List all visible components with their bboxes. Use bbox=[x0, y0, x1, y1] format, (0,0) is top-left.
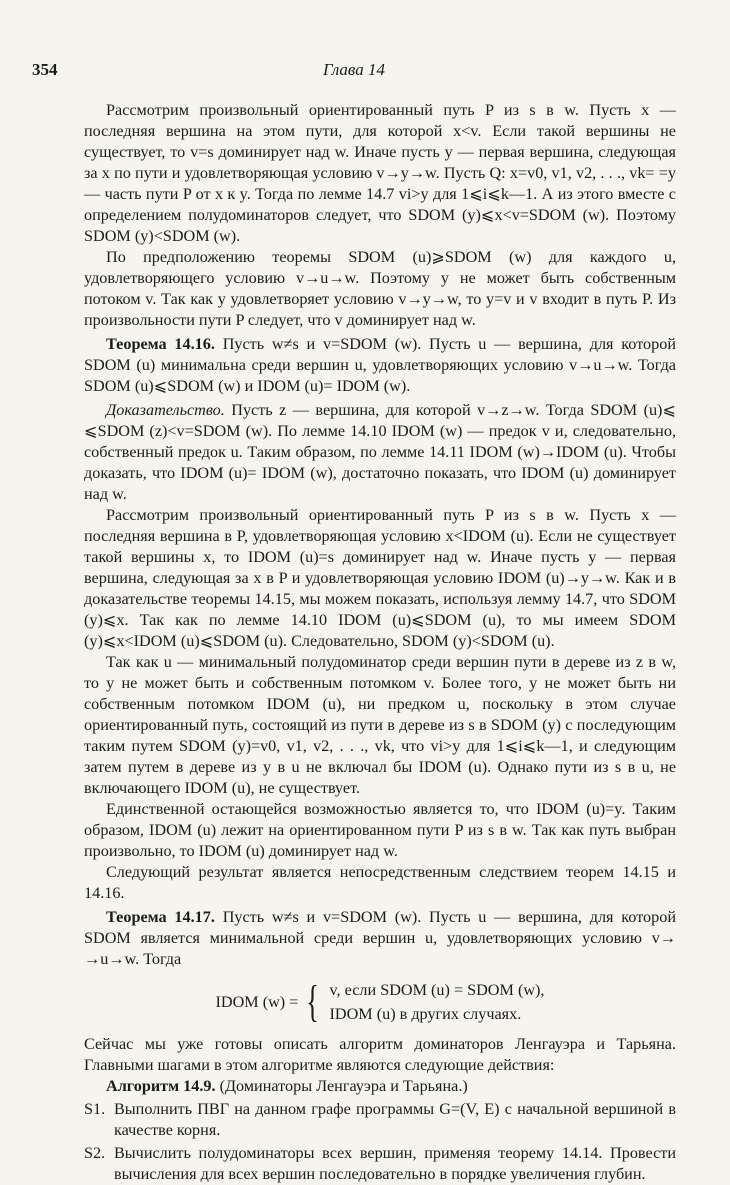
algorithm-14-9 bbox=[84, 1076, 676, 1097]
paragraph-assumption: По предположению теоремы SDOM (u)⩾SDOM (w) для каждого u, удовлетворяющего условию v→u→w. Поэтому y не может быть собственным потоком v. Так как y удовлетворяет условию v→y→w, то y=v и v входит в путь P. Из произвольности пути P следует, что v доминирует над w. bbox=[84, 248, 676, 329]
step-s1 bbox=[84, 1099, 676, 1141]
chapter-title: Глава 14 bbox=[323, 60, 385, 79]
formula-case-1: v, если SDOM (u) = SDOM (w), bbox=[329, 981, 545, 999]
theorem-14-16 bbox=[84, 334, 676, 397]
formula-brace: { bbox=[306, 977, 320, 1026]
paragraph-minimal: Так как u — минимальный полудоминатор среди вершин пути в дереве из z в w, то y не может быть и собственным потомком v. Более того, y не может быть ни собственным потомком IDOM (u), ни предком u, поскольку в этом случае ориентированный путь, состоящий из пути в дереве из s в SDOM (y) с последующим таким путем SDOM (y)=v0, v1, v2, . . ., vk, что vi>y для 1⩽i⩽k—1, и следующим затем путем в дереве из y в u не включал бы IDOM (u). Однако пути из s в u, не включающего IDOM (u), не существует. bbox=[84, 653, 676, 797]
body-text bbox=[84, 100, 676, 1185]
running-head bbox=[32, 60, 676, 84]
proof-label: Доказательство. bbox=[106, 401, 225, 419]
theorem-14-17 bbox=[84, 907, 676, 970]
step-label: S2. bbox=[84, 1144, 106, 1162]
proof-text: Пусть z — вершина, для которой v→z→w. Тогда SDOM (u)⩽ ⩽SDOM (z)<v=SDOM (w). По лемме 14.10 IDOM (w) — предок v и, следовательно, собственный предок u. Таким образом, по лемме 14.11 IDOM (w)→IDOM (u). Чтобы доказать, что IDOM (u)= IDOM (w), достаточно показать, что IDOM (u) доминирует над w. bbox=[84, 401, 677, 503]
step-s2 bbox=[84, 1143, 676, 1185]
paragraph-algorithm-intro: Сейчас мы уже готовы описать алгоритм доминаторов Ленгауэра и Тарьяна. Главными шагами в этом алгоритме являются следующие действия: bbox=[84, 1035, 676, 1074]
theorem-14-16-label: Теорема 14.16. bbox=[106, 335, 215, 353]
paragraph-path-x: Рассмотрим произвольный ориентированный путь P из s в w. Пусть x — последняя вершина на этом пути, для которой x<v. Если такой вершины не существует, то v=s доминирует над w. Иначе пусть y — первая вершина, следующая за x по пути и удовлетворяющая условию v→y→w. Пусть Q: x=v0, v1, v2, . . ., vk= =y — часть пути P от x к y. Тогда по лемме 14.7 vi>y для 1⩽i⩽k—1. А из этого вместе с определением полудоминаторов следует, что SDOM (y)⩽x<v=SDOM (w). Поэтому SDOM (y)<SDOM (w). bbox=[84, 101, 676, 245]
step-text: Выполнить ПВГ на данном графе программы G=(V, E) с начальной вершиной в качестве корня. bbox=[114, 1100, 676, 1139]
theorem-14-17-text: Пусть w≠s и v=SDOM (w). Пусть u — вершина, для которой SDOM является минимальной среди вершин u, удовлетворяющих условию v→ →u→w. Тогда bbox=[84, 908, 676, 968]
formula-cases bbox=[330, 978, 545, 1026]
page-number: 354 bbox=[32, 60, 58, 79]
proof bbox=[84, 400, 676, 505]
paragraph-corollary: Следующий результат является непосредственным следствием теорем 14.15 и 14.16. bbox=[84, 863, 676, 902]
formula-case-2: IDOM (u) в других случаях. bbox=[329, 1005, 522, 1023]
step-label: S1. bbox=[84, 1100, 106, 1118]
paragraph-conclusion: Единственной остающейся возможностью является то, что IDOM (u)=y. Таким образом, IDOM (u) лежит на ориентированном пути P из s в w. Так как путь выбран произвольно, то IDOM (u) доминирует над w. bbox=[84, 800, 676, 860]
idom-formula bbox=[84, 978, 676, 1026]
theorem-14-17-label: Теорема 14.17. bbox=[106, 908, 215, 926]
paragraph-path-idom: Рассмотрим произвольный ориентированный путь P из s в w. Пусть x — последняя вершина в P, удовлетворяющая условию x<IDOM (u). Если не существует такой вершины x, то IDOM (u)=s доминирует над w. Иначе пусть y — первая вершина, следующая за x в P и удовлетворяющая условию IDOM (u)→y→w. Как и в доказательстве теоремы 14.15, мы можем показать, используя лемму 14.7, что SDOM (y)⩽x. Так как по лемме 14.10 IDOM (u)⩽SDOM (u), то мы имеем SDOM (y)⩽x<IDOM (u)⩽SDOM (u). Следовательно, SDOM (y)<SDOM (u). bbox=[84, 506, 676, 650]
theorem-14-16-text: Пусть w≠s и v=SDOM (w). Пусть u — вершина, для которой SDOM (u) минимальна среди вершин u, удовлетворяющих условию v→u→w. Тогда SDOM (u)⩽SDOM (w) и IDOM (u)= IDOM (w). bbox=[84, 335, 676, 395]
step-text: Вычислить полудоминаторы всех вершин, применяя теорему 14.14. Провести вычисления для всех вершин последовательно в порядке увеличения глубин. bbox=[114, 1144, 676, 1183]
formula-lhs: IDOM (w) = bbox=[215, 992, 299, 1011]
algorithm-label: Алгоритм 14.9. bbox=[106, 1077, 216, 1095]
algorithm-title: (Доминаторы Ленгауэра и Тарьяна.) bbox=[219, 1077, 468, 1095]
